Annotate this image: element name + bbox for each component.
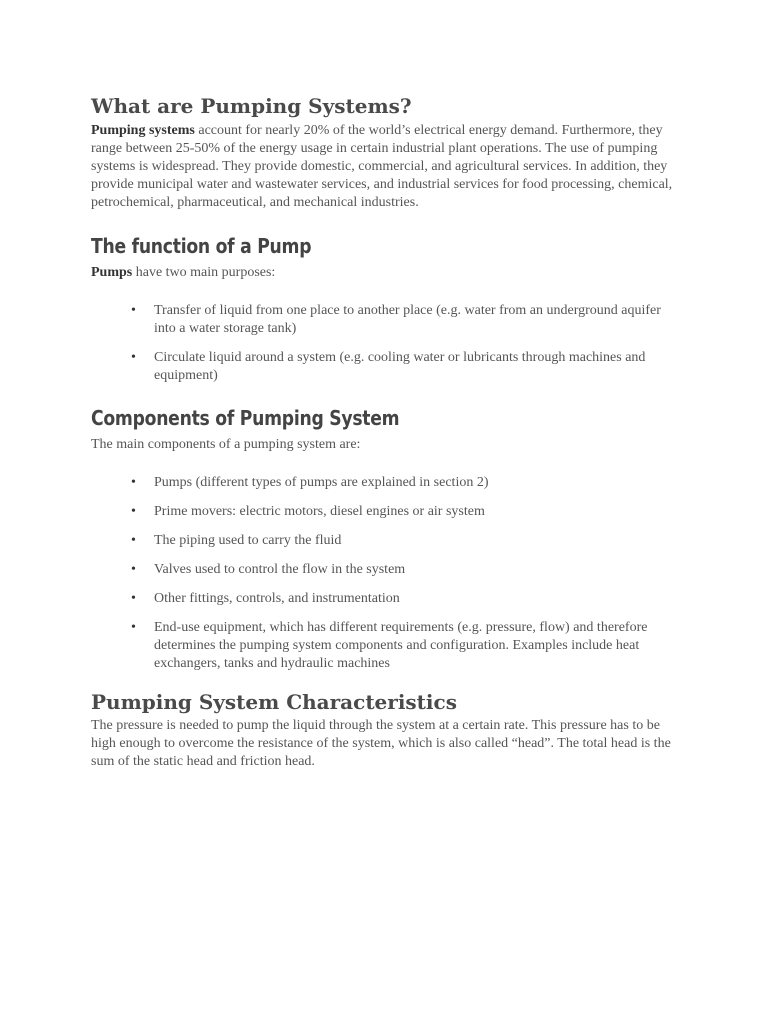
pump-purposes-list: [91, 302, 681, 385]
list-item: [91, 474, 681, 492]
list-item-text: Pumps (different types of pumps are explained in section 2): [154, 475, 489, 490]
list-item: [91, 561, 681, 579]
list-item-text: Other fittings, controls, and instrumentation: [154, 591, 400, 606]
paragraph-text: have two main purposes:: [132, 265, 276, 280]
paragraph-characteristics: The pressure is needed to pump the liquid through the system at a certain rate. This pressure has to be high enough to overcome the resistance of the system, which is also called “head”. The total head is the sum of the static head and friction head.: [91, 718, 671, 769]
list-item-text: The piping used to carry the fluid: [154, 533, 342, 548]
list-item-text: Transfer of liquid from one place to another place (e.g. water from an underground aquifer into a water storage tank): [154, 303, 661, 336]
paragraph-text: account for nearly 20% of the world’s electrical energy demand. Furthermore, they range between 25-50% of the energy usage in certain industrial plant operations. The use of pumping systems is widespread. They provide domestic, commercial, and agricultural services. In addition, they provide municipal water and wastewater services, and industrial services for food processing, chemical, petrochemical, pharmaceutical, and mechanical industries.: [91, 123, 673, 210]
bullet-icon: •: [131, 504, 136, 519]
list-item: [91, 532, 681, 550]
heading-function-of-a-pump: The function of a Pump: [91, 234, 312, 258]
list-item: [91, 590, 681, 608]
list-item-text: Valves used to control the flow in the system: [154, 562, 406, 577]
heading-components-of-pumping-system: Components of Pumping System: [91, 406, 400, 430]
bullet-icon: •: [131, 303, 136, 318]
list-item: [91, 619, 681, 673]
list-item: [91, 302, 681, 338]
paragraph-pumping-systems-intro: [91, 122, 681, 212]
bullet-icon: •: [131, 562, 136, 577]
bullet-icon: •: [131, 591, 136, 606]
list-item-text: Circulate liquid around a system (e.g. cooling water or lubricants through machines and equipment): [154, 350, 646, 383]
bullet-icon: •: [131, 350, 136, 365]
bold-term-pumping-systems: Pumping systems: [91, 123, 195, 138]
bullet-icon: •: [131, 533, 136, 548]
bullet-icon: •: [131, 475, 136, 490]
bold-term-pumps: Pumps: [91, 265, 133, 280]
list-item-text: End-use equipment, which has different requirements (e.g. pressure, flow) and therefore determines the pumping system components and configuration. Examples include heat exchangers, tanks and hydraulic machines: [154, 620, 648, 671]
list-item-text: Prime movers: electric motors, diesel engines or air system: [154, 504, 485, 519]
components-list: [91, 474, 681, 673]
list-item: [91, 503, 681, 521]
heading-pumping-system-characteristics: Pumping System Characteristics: [91, 690, 457, 714]
paragraph-components-intro: The main components of a pumping system are:: [91, 437, 361, 452]
list-item: [91, 349, 681, 385]
paragraph-pumps-intro: [91, 264, 681, 282]
heading-what-are-pumping-systems: What are Pumping Systems?: [91, 94, 412, 118]
bullet-icon: •: [131, 620, 136, 635]
